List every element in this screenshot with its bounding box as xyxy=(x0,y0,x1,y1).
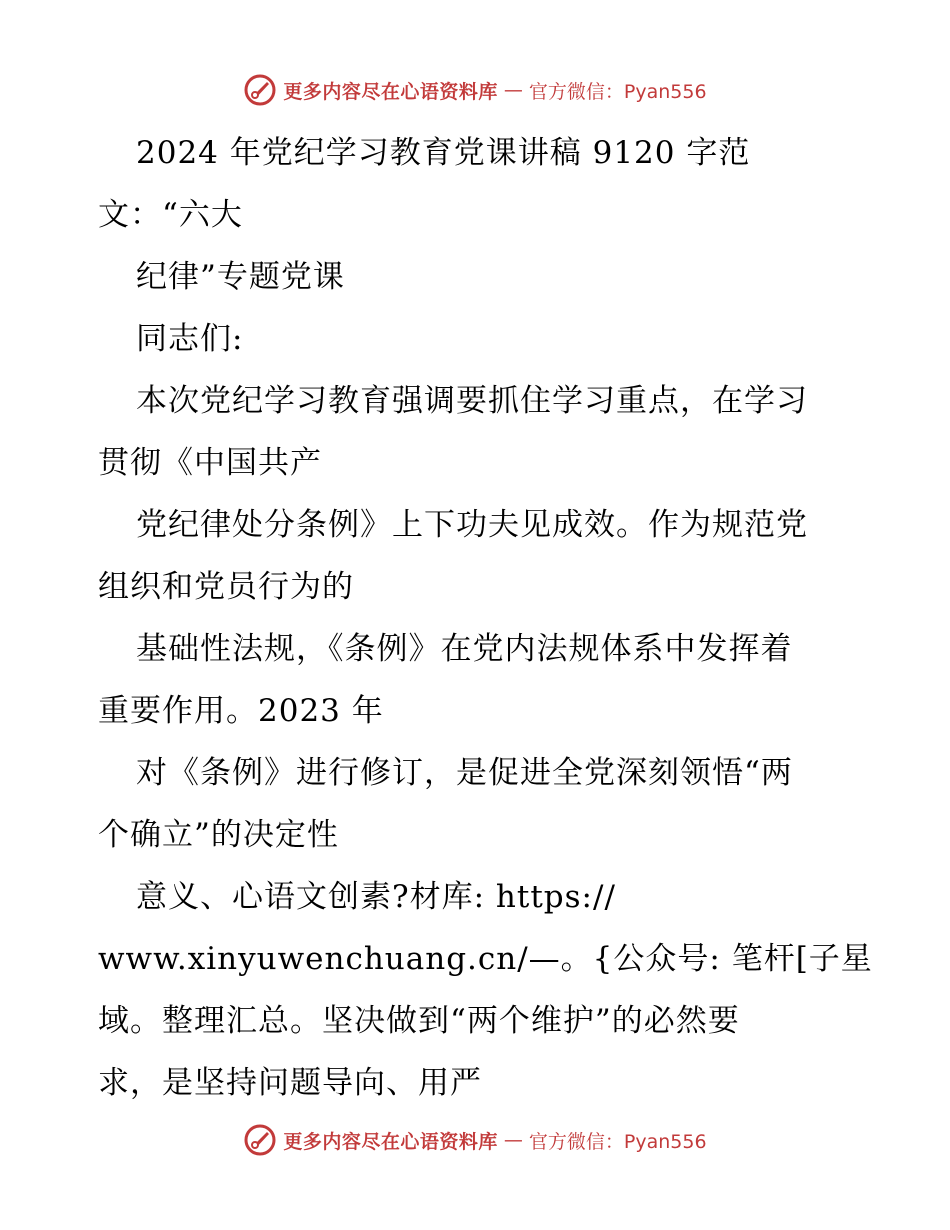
text-line: 基础性法规，《条例》在党内法规体系中发挥着 xyxy=(136,631,793,667)
document-body xyxy=(98,122,873,1114)
text-line: 贯彻《中国共产 xyxy=(98,445,322,481)
header-banner-content xyxy=(243,73,706,107)
footer-banner-content xyxy=(243,1123,706,1157)
banner-separator: — xyxy=(503,1129,523,1151)
text-line: 纪律”专题党课 xyxy=(136,259,345,295)
text-line: 重要作用。2023 年 xyxy=(98,693,384,729)
text-line: 个确立”的决定性 xyxy=(98,817,339,853)
text-line: 组织和党员行为的 xyxy=(98,569,354,605)
quill-logo-icon xyxy=(243,73,277,107)
banner-brand-text: 更多内容尽在心语资料库 xyxy=(283,80,498,103)
text-line: 党纪律处分条例》上下功夫见成效。作为规范党 xyxy=(136,507,808,543)
text-line: 域。整理汇总。坚决做到“两个维护”的必然要 xyxy=(98,1003,740,1039)
text-line: 求，是坚持问题导向、用严 xyxy=(98,1065,482,1101)
quill-logo-icon xyxy=(243,1123,277,1157)
text-line: 对《条例》进行修订，是促进全党深刻领悟“两 xyxy=(136,755,793,791)
banner-separator: — xyxy=(503,79,523,101)
footer-banner xyxy=(0,1120,950,1160)
text-line: 文：“六大 xyxy=(98,197,243,233)
text-line: 意义、心语文创素?材库: https:// xyxy=(136,879,616,915)
text-line: 2024 年党纪学习教育党课讲稿 9120 字范 xyxy=(136,135,751,171)
text-line: www.xinyuwenchuang.cn/—。{公众号: 笔杆[子星 xyxy=(98,941,873,977)
text-line: 同志们: xyxy=(136,321,244,357)
banner-brand-text: 更多内容尽在心语资料库 xyxy=(283,1130,498,1153)
text-line: 本次党纪学习教育强调要抓住学习重点，在学习 xyxy=(136,383,808,419)
header-banner xyxy=(0,70,950,110)
banner-wechat-text: 官方微信：Pyan556 xyxy=(528,80,707,103)
banner-wechat-text: 官方微信：Pyan556 xyxy=(528,1130,707,1153)
